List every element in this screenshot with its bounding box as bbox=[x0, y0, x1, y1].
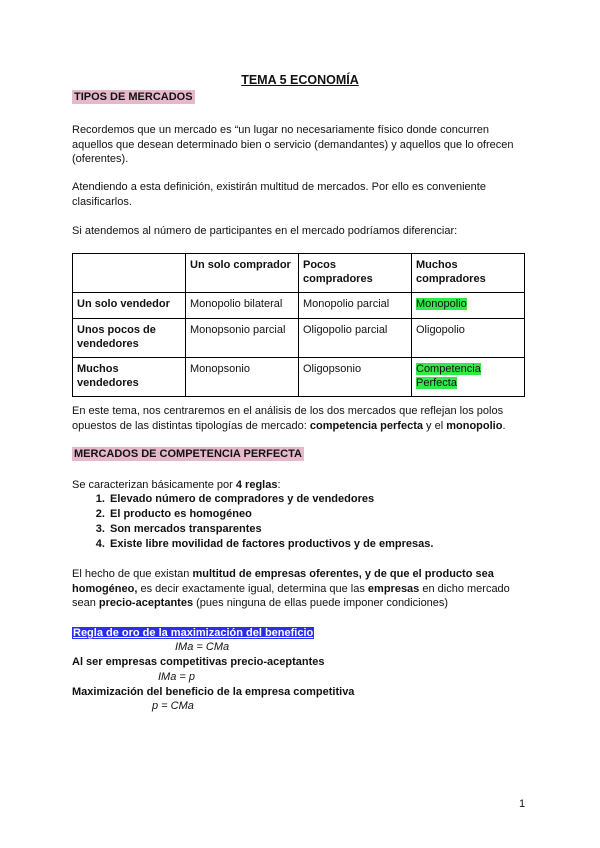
paragraph-focus bbox=[72, 404, 530, 433]
page-title: TEMA 5 ECONOMÍA bbox=[241, 73, 359, 87]
highlighted-text: Competencia Perfecta bbox=[416, 363, 481, 389]
formula-p-cma: p = CMa bbox=[152, 700, 194, 712]
section-heading-competencia bbox=[72, 447, 304, 462]
table-cell: Oligopolio parcial bbox=[299, 319, 412, 358]
bold-term-empresas: empresas bbox=[367, 582, 420, 595]
text-run: Se caracterizan básicamente por bbox=[72, 479, 236, 491]
row-header-few-sellers: Unos pocos de vendedores bbox=[73, 319, 186, 358]
text-run: y el bbox=[422, 419, 447, 432]
text-run: . bbox=[502, 419, 506, 432]
col-header-one-buyer: Un solo comprador bbox=[186, 254, 299, 293]
table-cell: Monopolio parcial bbox=[299, 293, 412, 319]
row-header-one-seller: Un solo vendedor bbox=[73, 293, 186, 319]
list-item: 3. Son mercados transparentes bbox=[108, 522, 528, 537]
text-run: (pues ninguna de ellas puede imponer condiciones) bbox=[193, 597, 449, 609]
bold-term-competencia: competencia perfecta bbox=[309, 419, 423, 432]
table-cell: Monopsonio bbox=[186, 358, 299, 397]
bold-term-multitud: multitud de empresas oferentes, y de que el producto sea homogéneo, bbox=[72, 568, 494, 595]
list-item: 1. Elevado número de compradores y de vendedores bbox=[108, 492, 528, 507]
col-header-few-buyers: Pocos compradores bbox=[299, 254, 412, 293]
table-row bbox=[73, 293, 525, 319]
bold-term-monopolio: monopolio bbox=[446, 419, 503, 432]
table-cell: Monopsonio parcial bbox=[186, 319, 299, 358]
paragraph-classification: Atendiendo a esta definición, existirán multitud de mercados. Por ello es conveniente clasificarlos. bbox=[72, 181, 486, 208]
table-cell: Monopolio bilateral bbox=[186, 293, 299, 319]
table-cell-monopolio bbox=[412, 293, 525, 319]
table-header-row bbox=[73, 254, 525, 293]
golden-rule-heading bbox=[72, 626, 314, 641]
table-cell-competencia bbox=[412, 358, 525, 397]
list-item: 2. El producto es homogéneo bbox=[108, 507, 528, 522]
section-heading-tipos bbox=[72, 90, 195, 105]
paragraph-price-takers bbox=[72, 567, 526, 611]
list-item: 4. Existe libre movilidad de factores productivos y de empresas. bbox=[108, 537, 528, 552]
table-cell: Oligopolio bbox=[412, 319, 525, 358]
table-corner-cell bbox=[73, 254, 186, 293]
page-number: 1 bbox=[519, 798, 526, 810]
golden-rule-line2: Al ser empresas competitivas precio-aceptantes bbox=[72, 656, 325, 668]
golden-rule-label: Regla de oro de la maximización del beneficio bbox=[73, 627, 314, 639]
text-run: El hecho de que existan bbox=[72, 568, 193, 580]
paragraph-rules-intro bbox=[72, 478, 530, 493]
bold-term-precio-aceptantes: precio-aceptantes bbox=[98, 597, 194, 609]
bold-term-rules: 4 reglas bbox=[235, 479, 278, 491]
text-run: es decir exactamente igual, determina que las bbox=[137, 582, 368, 595]
section-heading-competencia-text: MERCADOS DE COMPETENCIA PERFECTA bbox=[74, 448, 302, 460]
table-row bbox=[73, 358, 525, 397]
table-row bbox=[73, 319, 525, 358]
text-run: en dicho mercado sean bbox=[72, 582, 510, 609]
formula-ima-cma: IMa = CMa bbox=[175, 641, 230, 653]
paragraph-participants: Si atendemos al número de participantes en el mercado podríamos diferenciar: bbox=[72, 225, 458, 237]
text-run: : bbox=[277, 479, 281, 491]
highlighted-text: Monopolio bbox=[416, 298, 467, 310]
formula-ima-p: IMa = p bbox=[158, 671, 195, 683]
rules-list bbox=[72, 492, 528, 552]
table-cell: Oligopsonio bbox=[299, 358, 412, 397]
text-run: En este tema, nos centraremos en el análisis de los dos mercados que reflejan los polos opuestos de las distintas tipologías de mercado: bbox=[72, 405, 504, 432]
row-header-many-sellers: Muchos vendedores bbox=[73, 358, 186, 397]
col-header-many-buyers: Muchos compradores bbox=[412, 254, 525, 293]
golden-rule-line3: Maximización del beneficio de la empresa competitiva bbox=[72, 686, 355, 698]
paragraph-definition: Recordemos que un mercado es “un lugar no necesariamente físico donde concurren aquellos que desean determinado bien o servicio (demandantes) y aquellos que lo ofrecen (oferentes). bbox=[72, 124, 514, 165]
section-heading-tipos-text: TIPOS DE MERCADOS bbox=[74, 91, 193, 103]
market-types-table bbox=[72, 253, 525, 397]
